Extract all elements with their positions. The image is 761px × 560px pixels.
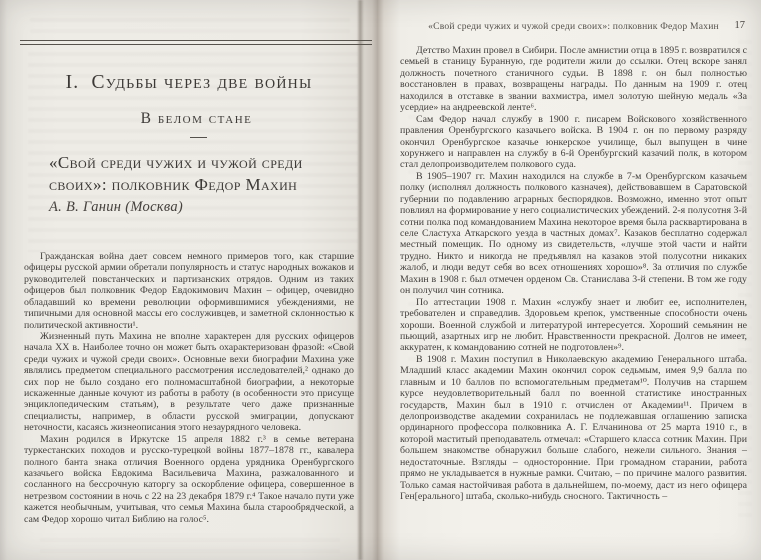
right-page-inner [378, 0, 761, 560]
part-number: I. [65, 72, 80, 93]
page-number: 17 [734, 20, 745, 31]
part-title: Судьбы через две войны [91, 72, 313, 93]
right-page [378, 0, 761, 560]
body-paragraph: Жизненный путь Махина не вполне характерен для русских офицеров начала XX в. Наиболее точно он может быть охарактеризован фразой: «Свой среди чужих и чужой среди своих». Основные вехи биографии Махина уже являлись предметом специального рассмотрения исследователей,² однако до сих пор не было создано его полномасштабной биографии, а некоторые искаженные данные кочуют из работы в работу (в особенности это присуще энциклопедическим статьям), в результате чего даже признанные специалисты, например, в области русской эмиграции, допускают неточности, касаясь жизнеописания этого незаурядного человека. [24, 330, 354, 434]
left-page-body [24, 251, 354, 525]
body-paragraph: В 1908 г. Махин поступил в Николаевскую академию Генерального штаба. Младший класс академии Махин окончил сорок седьмым, имея 9,9 балла по главным и 10 баллов по вспомогательным предметам¹⁰. Получив на старшем курсе неудовлетворительный балл по военной статистике иностранных государств, Махин был в 1910 г. отчислен от Академии¹¹. Причем в делопроизводстве академии сохранилась не подлежавшая оглашению записка ординарного профессора полковника А. Г. Елчанинова от 25 марта 1910 г., в которой маститый преподаватель отмечал: «Старшего класса сотник Махин. При большем знакомстве обнаружил больше слабого, нежели сильного. Знания – недостаточные. Взгляды – односторонние. При громадном старании, работа прямо не укладывается в нужные рамки. Считаю, – по причине малого развития. Только самая настойчивая работа в дальнейшем, по-моему, даст из него офицера Ген[ерального] штаба, сколько-нибудь сносного. Тактичность – [400, 353, 747, 503]
body-paragraph: По аттестации 1908 г. Махин «службу знает и любит ее, исполнителен, требователен и справедлив. Здоровьем крепок, умственные способности очень хороши. Военной службой и литературой интересуется. Хороший семьянин не пьющий, азартных игр не любит. Нравственности прекрасной. Долгов не имеет, аккуратен, к командованию сотней не подготовлен»⁹. [400, 296, 747, 354]
bleed-through-texture [40, 538, 340, 554]
article-author: А. В. Ганин (Москва) [49, 199, 184, 215]
body-paragraph: В 1905–1907 гг. Махин находился на службе в 7-м Оренбургском казачьем полку (исполнял должность полкового казначея), действовавшем в Саратовской губернии по подавлению аграрных беспорядков. Возможно, именно этот опыт повлиял на формирование у него социалистических убеждений. 2-я полусотня 3-й сотни полка под командованием Махина некоторое время была расквартирована в селе Сластуха Аткарского уезда в частных домах⁷. Казаков бесплатно содержал местный помещик. По одному из свидетельств, «лучше этой части и найти трудно. Никто и никогда не предъявлял на казаков этой полусотни никаких жалоб, и люди ведут себя во всех отношениях хорошо»⁸. За отличия по службе Махин в 1908 г. был отмечен орденом Св. Станислава 3-й степени. В том же году он получил чин сотника. [400, 170, 747, 297]
body-paragraph: Сам Федор начал службу в 1900 г. писарем Войскового хозяйственного правления Оренбургского казачьего войска. В 1904 г. он по первому разряду окончил Оренбургское казачье юнкерское училище, был выпущен в чине хорунжего и направлен на службу в 6-й Оренбургский казачий полк, в котором стал делопроизводителем полкового суда. [400, 113, 747, 171]
left-page [0, 0, 378, 560]
part-heading [24, 72, 354, 94]
right-page-body [400, 45, 747, 503]
book-gutter-shadow [357, 0, 364, 560]
body-paragraph: Гражданская война дает совсем немного примеров того, как старшие офицеры русской армии обретали популярность и статус народных вожаков и руководителей повстанческих и партизанских отрядов. Одним из таких офицеров был полковник Федор Евдокимович Махин – офицер, очевидно обладавший ко времени революции оформившимися убеждениями, не типичными для основной массы его сослуживцев, и заметной склонностью к политической активности¹. [24, 251, 354, 331]
chapter-top-rule [20, 40, 372, 45]
running-header: «Свой среди чужих и чужой среди своих»: полковник Федор Махин [428, 21, 719, 32]
bleed-through-texture [30, 18, 350, 36]
body-paragraph: Махин родился в Иркутске 15 апреля 1882 г.³ в семье ветерана туркестанских походов и русско-турецкой войны 1877–1878 гг., кавалера полного банта знака отличия Военного ордена урядника Оренбургского казачьего войска Евдокима Васильевича Махина, разжалованного и сосланного на бессрочную каторгу за оскорбление офицера, совершенное в нетрезвом состоянии в ночь с 22 на 23 декабря 1879 г.⁴ Такое начало пути уже кажется необычным, учитывая, что семья Махина была старообрядческой, а сам Федор хорошо читал Библию на голос⁵. [24, 433, 354, 525]
article-title: «Свой среди чужих и чужой среди своих»: полковник Федор Махин [49, 153, 303, 194]
section-divider-rule [190, 137, 207, 138]
body-paragraph: Детство Махин провел в Сибири. После амнистии отца в 1895 г. возвратился с семьей в станицу Буранную, где родители жили до ссылки. Отец вскоре занял должность почетного станичного судьи. В 1898 г. он был полностью восстановлен в правах, возвращены награды. По данным на 1909 г. отец находился в отставке в звании вахмистра, имел золотую шейную медаль «За усердие» на андреевской ленте⁶. [400, 45, 747, 114]
part-subtitle: В белом стане [140, 110, 253, 127]
